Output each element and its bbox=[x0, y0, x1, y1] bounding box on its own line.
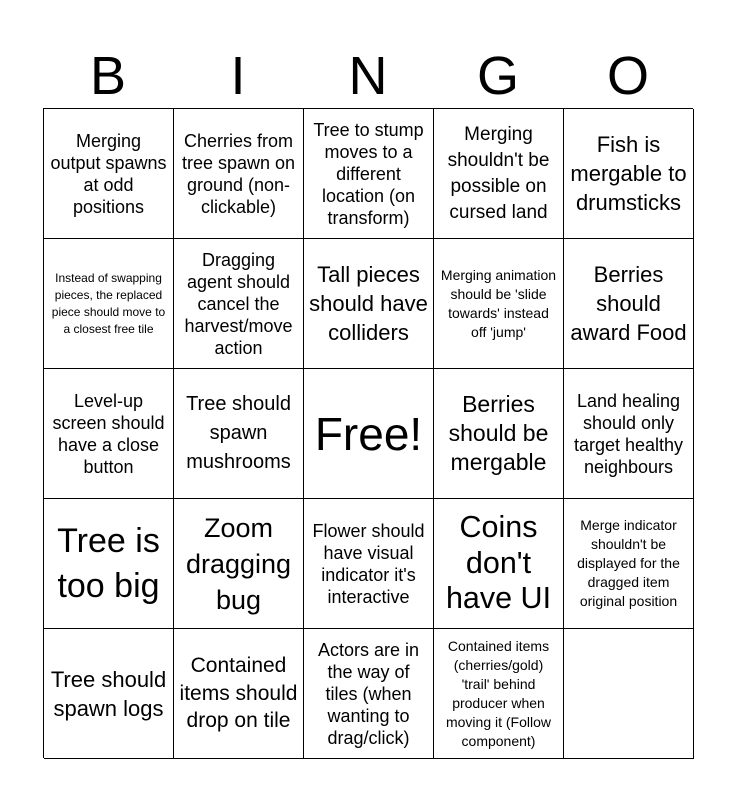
bingo-cell-r3-c1[interactable] bbox=[44, 369, 174, 499]
bingo-cell-r4-c1[interactable] bbox=[44, 499, 174, 629]
bingo-cell-text: Contained items should drop on tile bbox=[179, 654, 298, 733]
bingo-cell-text: Merge indicator shouldn't be displayed for the dragged item original position bbox=[577, 517, 680, 609]
bingo-cell-text: Contained items (cherries/gold) 'trail' behind producer when moving it (Follow component) bbox=[445, 637, 552, 749]
bingo-cell-text: Tree to stump moves to a different location (on transform) bbox=[313, 119, 424, 228]
header-letter-n: N bbox=[348, 46, 388, 106]
bingo-cell-r4-c3[interactable] bbox=[304, 499, 434, 629]
bingo-cell-r3-c5[interactable] bbox=[564, 369, 694, 499]
bingo-cell-text: Zoom dragging bug bbox=[185, 512, 292, 615]
bingo-cell-r4-c2[interactable] bbox=[174, 499, 304, 629]
bingo-cell-r5-c5[interactable] bbox=[564, 629, 694, 759]
bingo-header bbox=[43, 44, 693, 108]
bingo-cell-r4-c5[interactable] bbox=[564, 499, 694, 629]
bingo-cell-r2-c4[interactable] bbox=[434, 239, 564, 369]
bingo-cell-text: Instead of swapping pieces, the replaced piece should move to a closest free tile bbox=[51, 270, 166, 336]
bingo-cell-r2-c1[interactable] bbox=[44, 239, 174, 369]
bingo-cell-r1-c3[interactable] bbox=[304, 109, 434, 239]
bingo-cell-r2-c5[interactable] bbox=[564, 239, 694, 369]
bingo-cell-text: Dragging agent should cancel the harvest/move action bbox=[184, 249, 293, 358]
bingo-cell-r1-c4[interactable] bbox=[434, 109, 564, 239]
bingo-cell-r3-c4[interactable] bbox=[434, 369, 564, 499]
bingo-cell-r1-c2[interactable] bbox=[174, 109, 304, 239]
bingo-cell-r1-c5[interactable] bbox=[564, 109, 694, 239]
bingo-cell-r1-c1[interactable] bbox=[44, 109, 174, 239]
bingo-cell-text: Tall pieces should have colliders bbox=[309, 262, 428, 345]
bingo-cell-text: Cherries from tree spawn on ground (non-clickable) bbox=[181, 130, 296, 217]
bingo-cell-text: Merging animation should be 'slide towards' instead off 'jump' bbox=[440, 266, 557, 340]
bingo-cell-r5-c4[interactable] bbox=[434, 629, 564, 759]
bingo-cell-text: Actors are in the way of tiles (when wanting to drag/click) bbox=[317, 639, 420, 748]
bingo-cell-text: Tree is too big bbox=[57, 521, 160, 605]
bingo-cell-text: Fish is mergable to drumsticks bbox=[570, 132, 687, 215]
bingo-cell-text: Coins don't have UI bbox=[445, 510, 552, 616]
bingo-cell-r2-c3[interactable] bbox=[304, 239, 434, 369]
bingo-cell-text: Land healing should only target healthy neighbours bbox=[573, 390, 684, 477]
bingo-cell-text: Tree should spawn logs bbox=[50, 666, 167, 721]
bingo-cell-r3-c2[interactable] bbox=[174, 369, 304, 499]
header-letter-o: O bbox=[606, 46, 649, 106]
bingo-cell-r5-c3[interactable] bbox=[304, 629, 434, 759]
bingo-cell-text: Free! bbox=[314, 407, 423, 460]
bingo-cell-r5-c2[interactable] bbox=[174, 629, 304, 759]
bingo-cell-text: Berries should award Food bbox=[570, 262, 687, 345]
bingo-cell-r4-c4[interactable] bbox=[434, 499, 564, 629]
header-letter-g: G bbox=[476, 46, 519, 106]
bingo-cell-r5-c1[interactable] bbox=[44, 629, 174, 759]
bingo-grid bbox=[43, 108, 693, 758]
bingo-cell-text: Tree should spawn mushrooms bbox=[186, 393, 291, 473]
bingo-cell-text: Merging shouldn't be possible on cursed land bbox=[447, 123, 550, 223]
header-letter-b: B bbox=[89, 46, 127, 106]
bingo-cell-text: Flower should have visual indicator it's interactive bbox=[312, 520, 425, 607]
bingo-cell-text: Berries should be mergable bbox=[448, 391, 549, 475]
header-letter-i: I bbox=[230, 46, 246, 106]
bingo-cell-text: Merging output spawns at odd positions bbox=[50, 130, 167, 217]
bingo-cell-text: Level-up screen should have a close button bbox=[52, 390, 165, 477]
bingo-cell-r3-c3[interactable] bbox=[304, 369, 434, 499]
bingo-cell-r2-c2[interactable] bbox=[174, 239, 304, 369]
